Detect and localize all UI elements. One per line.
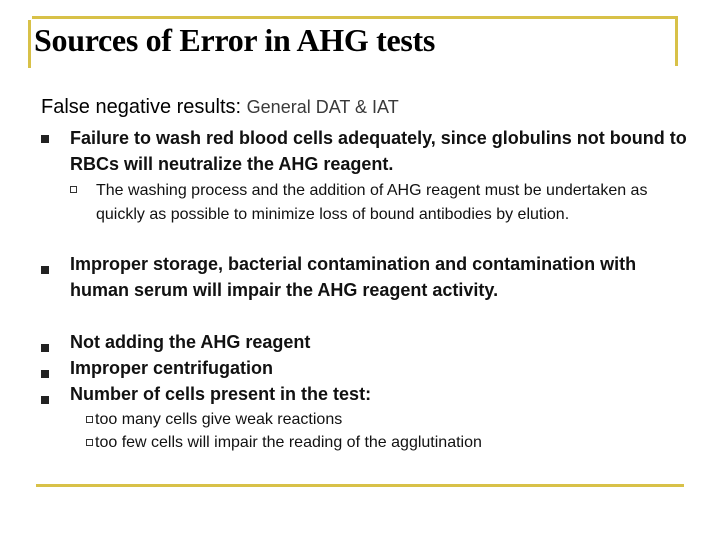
title-frame-right-line	[675, 16, 678, 66]
slide-title: Sources of Error in AHG tests	[34, 22, 436, 58]
bullet-marker	[41, 370, 49, 378]
footer-divider-line	[36, 484, 684, 487]
bullet-text: Improper storage, bacterial contamination and contamination with human serum will impair the AHG reagent activity.	[70, 254, 637, 300]
bullet-text: Improper centrifugation	[70, 358, 274, 378]
sub-bullet-text: The washing process and the addition of AHG reagent must be undertaken as quickly as possible to minimize loss of bound antibodies by elution.	[96, 182, 648, 223]
bullet-text: Failure to wash red blood cells adequately, since globulins not bound to RBCs will neutralize the AHG reagent.	[70, 128, 687, 174]
sub-bullet-item	[86, 431, 666, 455]
bullet-text: Number of cells present in the test:	[70, 384, 372, 404]
sub-bullet-text: too many cells give weak reactions	[95, 411, 343, 428]
sub-bullet-item	[86, 408, 666, 432]
sub-bullet-marker	[86, 439, 93, 446]
sub-bullet-marker	[70, 186, 77, 193]
bullet-marker	[41, 135, 49, 143]
title-frame-left-line	[28, 20, 31, 68]
heading-main: False negative results:	[41, 96, 242, 118]
bullet-marker	[41, 266, 49, 274]
bullet-marker	[41, 396, 49, 404]
bullet-marker	[41, 344, 49, 352]
section-heading	[41, 96, 399, 119]
sub-bullet-text: too few cells will impair the reading of the agglutination	[95, 434, 482, 451]
bullet-text: Not adding the AHG reagent	[70, 332, 311, 352]
sub-bullet-marker	[86, 416, 93, 423]
heading-sub: General DAT & IAT	[246, 97, 399, 117]
title-frame-top-line	[32, 16, 678, 19]
